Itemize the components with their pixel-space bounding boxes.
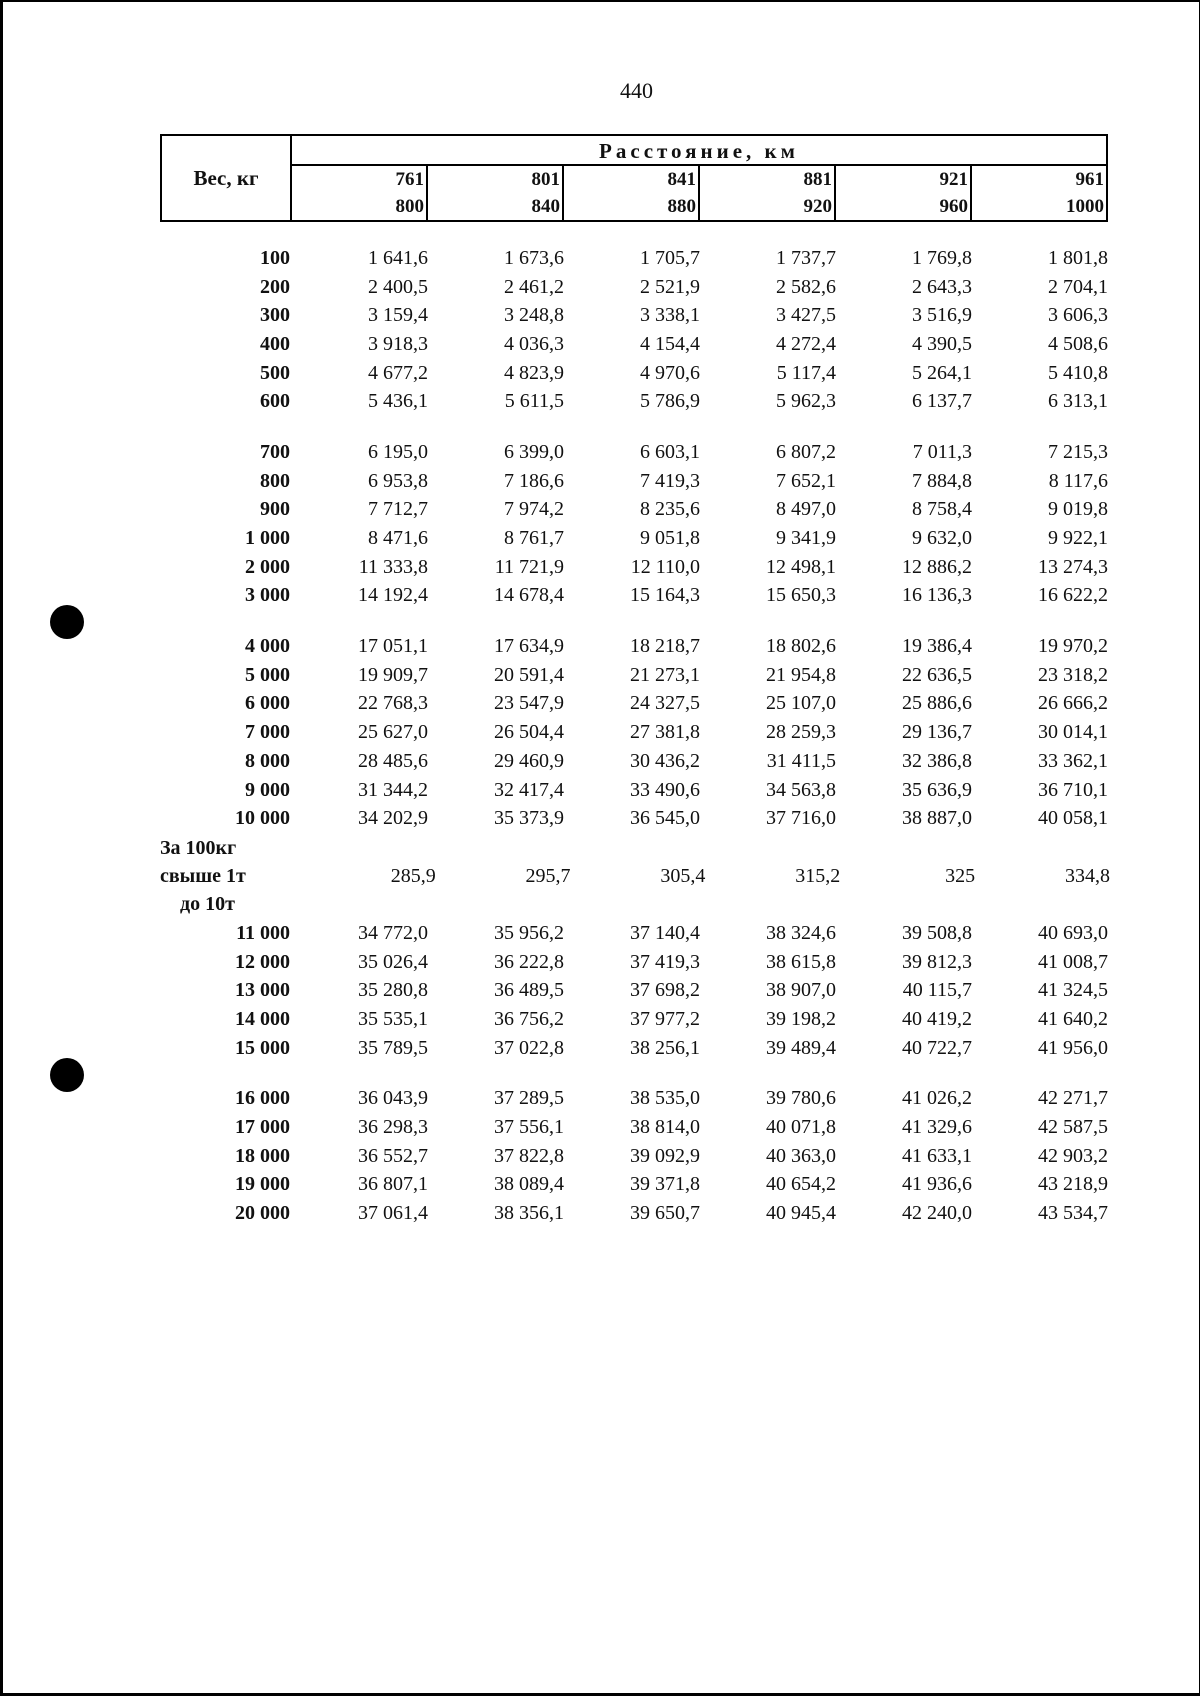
rate-cell: 33 362,1: [1038, 749, 1108, 772]
rate-cell: 7 215,3: [1048, 440, 1108, 463]
rate-cell: 8 758,4: [912, 498, 972, 521]
rate-cell: 38 356,1: [494, 1202, 564, 1225]
rate-cell: 21 954,8: [766, 663, 836, 686]
rate-cell: 12 886,2: [902, 555, 972, 578]
rate-cell: 36 545,0: [630, 807, 700, 830]
group-spacer: [150, 1063, 1110, 1085]
weight-cell: 11 000: [236, 921, 290, 944]
table-row: [150, 1005, 1110, 1034]
rate-cell: 5 962,3: [776, 390, 836, 413]
rate-cell: 9 341,9: [776, 527, 836, 550]
rate-cell: 8 235,6: [640, 498, 700, 521]
rate-cell: 8 497,0: [776, 498, 836, 521]
range-to: 960: [939, 196, 968, 217]
rate-cell: 40 693,0: [1038, 921, 1108, 944]
rate-cell: 40 722,7: [902, 1036, 972, 1059]
rate-cell: 40 363,0: [766, 1144, 836, 1167]
table-row: [150, 632, 1110, 661]
rate-cell: 39 371,8: [630, 1173, 700, 1196]
rate-cell: 5 410,8: [1048, 361, 1108, 384]
per-100kg-label-line: свыше 1т: [160, 865, 246, 888]
rate-cell: 16 622,2: [1038, 584, 1108, 607]
rate-cell: 15 164,3: [630, 584, 700, 607]
rate-cell: 1 705,7: [640, 246, 700, 269]
rate-cell: 4 036,3: [504, 332, 564, 355]
rate-cell: 20 591,4: [494, 663, 564, 686]
rate-cell: 35 789,5: [358, 1036, 428, 1059]
rate-cell: 37 022,8: [494, 1036, 564, 1059]
rate-cell: 37 061,4: [358, 1202, 428, 1225]
weight-cell: 20 000: [235, 1202, 290, 1225]
rate-cell: 36 489,5: [494, 979, 564, 1002]
rate-cell: 31 344,2: [358, 778, 428, 801]
weight-cell: 13 000: [235, 979, 290, 1002]
rate-cell: 33 490,6: [630, 778, 700, 801]
rate-cell: 38 814,0: [630, 1116, 700, 1139]
rate-cell: 22 768,3: [358, 692, 428, 715]
distance-range: [428, 166, 564, 220]
rate-cell: 7 652,1: [776, 469, 836, 492]
rate-cell: 37 716,0: [766, 807, 836, 830]
rate-cell: 35 535,1: [358, 1007, 428, 1030]
rate-cell: 3 606,3: [1048, 304, 1108, 327]
table-row: [150, 244, 1110, 273]
range-to: 840: [531, 196, 560, 217]
rate-cell: 12 498,1: [766, 555, 836, 578]
weight-cell: 19 000: [235, 1173, 290, 1196]
range-from: 961: [1075, 169, 1104, 190]
distance-ranges: [292, 166, 1106, 220]
rate-cell: 35 373,9: [494, 807, 564, 830]
range-from: 881: [803, 169, 832, 190]
per-100kg-label-line: За 100кг: [160, 837, 237, 860]
weight-cell: 100: [260, 246, 290, 269]
rate-cell: 3 516,9: [912, 304, 972, 327]
weight-cell: 600: [260, 390, 290, 413]
rate-cell: 1 737,7: [776, 246, 836, 269]
rate-cell: 39 508,8: [902, 921, 972, 944]
rate-cell: 42 271,7: [1038, 1087, 1108, 1110]
weight-cell: 9 000: [245, 778, 290, 801]
rate-cell: 2 400,5: [368, 275, 428, 298]
rate-cell: 29 460,9: [494, 749, 564, 772]
rate-cell: 26 666,2: [1038, 692, 1108, 715]
distance-range: [292, 166, 428, 220]
rate-cell: 305,4: [660, 864, 706, 887]
rate-cell: 4 508,6: [1048, 332, 1108, 355]
rate-cell: 31 411,5: [766, 749, 836, 772]
weight-cell: 18 000: [235, 1144, 290, 1167]
weight-cell: 2 000: [245, 555, 290, 578]
rate-cell: 4 154,4: [640, 332, 700, 355]
rate-cell: 8 471,6: [368, 527, 428, 550]
weight-cell: 10 000: [235, 807, 290, 830]
rate-cell: 2 461,2: [504, 275, 564, 298]
rate-cell: 40 058,1: [1038, 807, 1108, 830]
rate-cell: 39 780,6: [766, 1087, 836, 1110]
rate-cell: 36 043,9: [358, 1087, 428, 1110]
weight-cell: 12 000: [235, 950, 290, 973]
rate-cell: 11 721,9: [494, 555, 564, 578]
table-row: [150, 467, 1110, 496]
rate-cell: 18 802,6: [766, 635, 836, 658]
rate-cell: 2 582,6: [776, 275, 836, 298]
rate-cell: 334,8: [1064, 864, 1110, 887]
rate-cell: 37 289,5: [494, 1087, 564, 1110]
rate-cell: 38 615,8: [766, 950, 836, 973]
rate-cell: 39 812,3: [902, 950, 972, 973]
rate-cell: 325: [945, 864, 976, 887]
range-to: 880: [667, 196, 696, 217]
rate-cell: 9 051,8: [640, 527, 700, 550]
rate-cell: 5 786,9: [640, 390, 700, 413]
rate-cell: 22 636,5: [902, 663, 972, 686]
rate-cell: 1 769,8: [912, 246, 972, 269]
rate-cell: 38 887,0: [902, 807, 972, 830]
rate-cell: 6 313,1: [1048, 390, 1108, 413]
table-row: [150, 1142, 1110, 1171]
rate-cell: 16 136,3: [902, 584, 972, 607]
rate-cell: 17 634,9: [494, 635, 564, 658]
rate-cell: 35 956,2: [494, 921, 564, 944]
page-number: 440: [620, 78, 653, 103]
rate-cell: 41 633,1: [902, 1144, 972, 1167]
rate-cell: 11 333,8: [358, 555, 428, 578]
rate-cell: 18 218,7: [630, 635, 700, 658]
rate-cell: 25 107,0: [766, 692, 836, 715]
rate-cell: 41 329,6: [902, 1116, 972, 1139]
distance-range: [972, 166, 1106, 220]
rate-cell: 41 936,6: [902, 1173, 972, 1196]
rate-cell: 23 318,2: [1038, 663, 1108, 686]
range-to: 1000: [1066, 196, 1104, 217]
rate-cell: 6 953,8: [368, 469, 428, 492]
table-row: [150, 1199, 1110, 1228]
range-to: 800: [395, 196, 424, 217]
table-row: [150, 919, 1110, 948]
table-row: [150, 976, 1110, 1005]
rate-cell: 28 485,6: [358, 749, 428, 772]
group-spacer: [150, 610, 1110, 632]
rate-cell: 37 977,2: [630, 1007, 700, 1030]
rate-cell: 315,2: [795, 864, 841, 887]
table-row: [150, 330, 1110, 359]
table-row: [150, 1085, 1110, 1114]
rate-cell: 36 552,7: [358, 1144, 428, 1167]
per-100kg-row: [150, 833, 1110, 919]
table-row: [150, 690, 1110, 719]
rate-cell: 285,9: [390, 864, 436, 887]
rate-cell: 19 909,7: [358, 663, 428, 686]
weight-cell: 400: [260, 332, 290, 355]
rate-cell: 36 298,3: [358, 1116, 428, 1139]
rate-cell: 14 192,4: [358, 584, 428, 607]
rate-cell: 1 673,6: [504, 246, 564, 269]
weight-cell: 800: [260, 469, 290, 492]
rate-cell: 23 547,9: [494, 692, 564, 715]
rate-cell: 38 535,0: [630, 1087, 700, 1110]
table-row: [150, 496, 1110, 525]
weight-cell: 1 000: [245, 527, 290, 550]
distance-range: [836, 166, 972, 220]
rate-cell: 38 089,4: [494, 1173, 564, 1196]
rate-cell: 7 186,6: [504, 469, 564, 492]
rate-cell: 3 159,4: [368, 304, 428, 327]
weight-cell: 300: [260, 304, 290, 327]
rate-cell: 1 641,6: [368, 246, 428, 269]
weight-cell: 3 000: [245, 584, 290, 607]
rate-cell: 8 761,7: [504, 527, 564, 550]
rate-cell: 4 272,4: [776, 332, 836, 355]
per-100kg-label: [150, 834, 289, 918]
group-spacer: [150, 416, 1110, 438]
rate-cell: 1 801,8: [1048, 246, 1108, 269]
table-row: [150, 301, 1110, 330]
rate-cell: 3 427,5: [776, 304, 836, 327]
rate-cell: 7 712,7: [368, 498, 428, 521]
punch-hole: [50, 1058, 84, 1092]
rate-cell: 19 386,4: [902, 635, 972, 658]
rate-cell: 7 884,8: [912, 469, 972, 492]
rate-cell: 36 807,1: [358, 1173, 428, 1196]
rate-cell: 35 280,8: [358, 979, 428, 1002]
rate-cell: 41 324,5: [1038, 979, 1108, 1002]
rate-cell: 9 019,8: [1048, 498, 1108, 521]
rate-cell: 4 390,5: [912, 332, 972, 355]
rate-cell: 6 399,0: [504, 440, 564, 463]
rate-cell: 42 240,0: [902, 1202, 972, 1225]
table-row: [150, 1113, 1110, 1142]
rate-cell: 43 534,7: [1038, 1202, 1108, 1225]
rate-cell: 29 136,7: [902, 721, 972, 744]
weight-cell: 700: [260, 440, 290, 463]
weight-cell: 500: [260, 361, 290, 384]
rate-cell: 42 587,5: [1038, 1116, 1108, 1139]
rate-cell: 4 823,9: [504, 361, 564, 384]
rate-cell: 41 640,2: [1038, 1007, 1108, 1030]
rate-cell: 41 026,2: [902, 1087, 972, 1110]
rate-cell: 6 195,0: [368, 440, 428, 463]
rate-cell: 37 556,1: [494, 1116, 564, 1139]
weight-cell: 17 000: [235, 1116, 290, 1139]
rate-cell: 37 419,3: [630, 950, 700, 973]
rate-cell: 7 419,3: [640, 469, 700, 492]
weight-cell: 15 000: [235, 1036, 290, 1059]
rate-cell: 14 678,4: [494, 584, 564, 607]
rate-cell: 39 650,7: [630, 1202, 700, 1225]
weight-cell: 7 000: [245, 721, 290, 744]
table-row: [150, 948, 1110, 977]
rate-cell: 9 632,0: [912, 527, 972, 550]
weight-cell: 900: [260, 498, 290, 521]
per-100kg-label-line: до 10т: [180, 893, 235, 916]
rate-cell: 3 248,8: [504, 304, 564, 327]
rate-cell: 42 903,2: [1038, 1144, 1108, 1167]
rate-cell: 8 117,6: [1048, 469, 1108, 492]
rate-cell: 36 756,2: [494, 1007, 564, 1030]
rate-cell: 6 603,1: [640, 440, 700, 463]
rate-cell: 9 922,1: [1048, 527, 1108, 550]
table-row: [150, 1034, 1110, 1063]
table-row: [150, 718, 1110, 747]
rate-cell: 2 521,9: [640, 275, 700, 298]
weight-cell: 5 000: [245, 663, 290, 686]
rate-cell: 24 327,5: [630, 692, 700, 715]
range-from: 921: [939, 169, 968, 190]
distance-range: [564, 166, 700, 220]
rate-cell: 36 710,1: [1038, 778, 1108, 801]
table-row: [150, 273, 1110, 302]
rate-cell: 39 092,9: [630, 1144, 700, 1167]
rate-cell: 36 222,8: [494, 950, 564, 973]
range-from: 761: [395, 169, 424, 190]
table-row: [150, 387, 1110, 416]
rate-cell: 5 436,1: [368, 390, 428, 413]
rate-cell: 41 008,7: [1038, 950, 1108, 973]
rate-cell: 39 489,4: [766, 1036, 836, 1059]
rate-cell: 5 611,5: [504, 390, 564, 413]
weight-cell: 200: [260, 275, 290, 298]
rate-cell: 40 115,7: [902, 979, 972, 1002]
table-row: [150, 1171, 1110, 1200]
rate-cell: 19 970,2: [1038, 635, 1108, 658]
weight-cell: 14 000: [235, 1007, 290, 1030]
rate-cell: 37 698,2: [630, 979, 700, 1002]
weight-cell: 16 000: [235, 1087, 290, 1110]
rate-cell: 6 137,7: [912, 390, 972, 413]
rate-cell: 38 907,0: [766, 979, 836, 1002]
rate-cell: 295,7: [525, 864, 571, 887]
range-from: 801: [531, 169, 560, 190]
table-row: [150, 553, 1110, 582]
rate-cell: 7 011,3: [912, 440, 972, 463]
table-row: [150, 776, 1110, 805]
rate-cell: 30 014,1: [1038, 721, 1108, 744]
rate-cell: 3 918,3: [368, 332, 428, 355]
rate-cell: 37 140,4: [630, 921, 700, 944]
punch-hole: [50, 605, 84, 639]
rate-cell: 15 650,3: [766, 584, 836, 607]
weight-cell: 8 000: [245, 749, 290, 772]
rate-cell: 35 636,9: [902, 778, 972, 801]
rate-cell: 39 198,2: [766, 1007, 836, 1030]
table-row: [150, 438, 1110, 467]
range-to: 920: [803, 196, 832, 217]
rate-cell: 34 772,0: [358, 921, 428, 944]
rate-cell: 2 643,3: [912, 275, 972, 298]
rate-cell: 13 274,3: [1038, 555, 1108, 578]
distance-header: Расстояние, км: [292, 136, 1106, 166]
weight-cell: 6 000: [245, 692, 290, 715]
rate-cell: 40 945,4: [766, 1202, 836, 1225]
rate-cell: 5 264,1: [912, 361, 972, 384]
rate-cell: 30 436,2: [630, 749, 700, 772]
rate-cell: 4 677,2: [368, 361, 428, 384]
rate-cell: 12 110,0: [630, 555, 700, 578]
rate-cell: 40 419,2: [902, 1007, 972, 1030]
rate-cell: 32 417,4: [494, 778, 564, 801]
rate-cell: 37 822,8: [494, 1144, 564, 1167]
rate-cell: 40 071,8: [766, 1116, 836, 1139]
rate-cell: 25 886,6: [902, 692, 972, 715]
rate-cell: 32 386,8: [902, 749, 972, 772]
rate-cell: 26 504,4: [494, 721, 564, 744]
table-row: [150, 524, 1110, 553]
rate-cell: 3 338,1: [640, 304, 700, 327]
rate-cell: 43 218,9: [1038, 1173, 1108, 1196]
rate-cell: 25 627,0: [358, 721, 428, 744]
rate-table-body: [150, 244, 1110, 1228]
rate-cell: 27 381,8: [630, 721, 700, 744]
rate-cell: 40 654,2: [766, 1173, 836, 1196]
rate-cell: 28 259,3: [766, 721, 836, 744]
rate-cell: 34 202,9: [358, 807, 428, 830]
rate-cell: 21 273,1: [630, 663, 700, 686]
rate-cell: 4 970,6: [640, 361, 700, 384]
rate-cell: 17 051,1: [358, 635, 428, 658]
rate-cell: 38 256,1: [630, 1036, 700, 1059]
rate-cell: 34 563,8: [766, 778, 836, 801]
table-row: [150, 804, 1110, 833]
weight-column-header: Вес, кг: [162, 136, 292, 220]
weight-cell: 4 000: [245, 635, 290, 658]
rate-cell: 2 704,1: [1048, 275, 1108, 298]
rate-cell: 7 974,2: [504, 498, 564, 521]
rate-cell: 38 324,6: [766, 921, 836, 944]
range-from: 841: [667, 169, 696, 190]
rate-cell: 5 117,4: [776, 361, 836, 384]
rate-cell: 35 026,4: [358, 950, 428, 973]
table-row: [150, 582, 1110, 611]
table-header: [160, 134, 1108, 222]
rate-cell: 6 807,2: [776, 440, 836, 463]
distance-range: [700, 166, 836, 220]
table-row: [150, 661, 1110, 690]
table-row: [150, 747, 1110, 776]
table-row: [150, 359, 1110, 388]
rate-cell: 41 956,0: [1038, 1036, 1108, 1059]
